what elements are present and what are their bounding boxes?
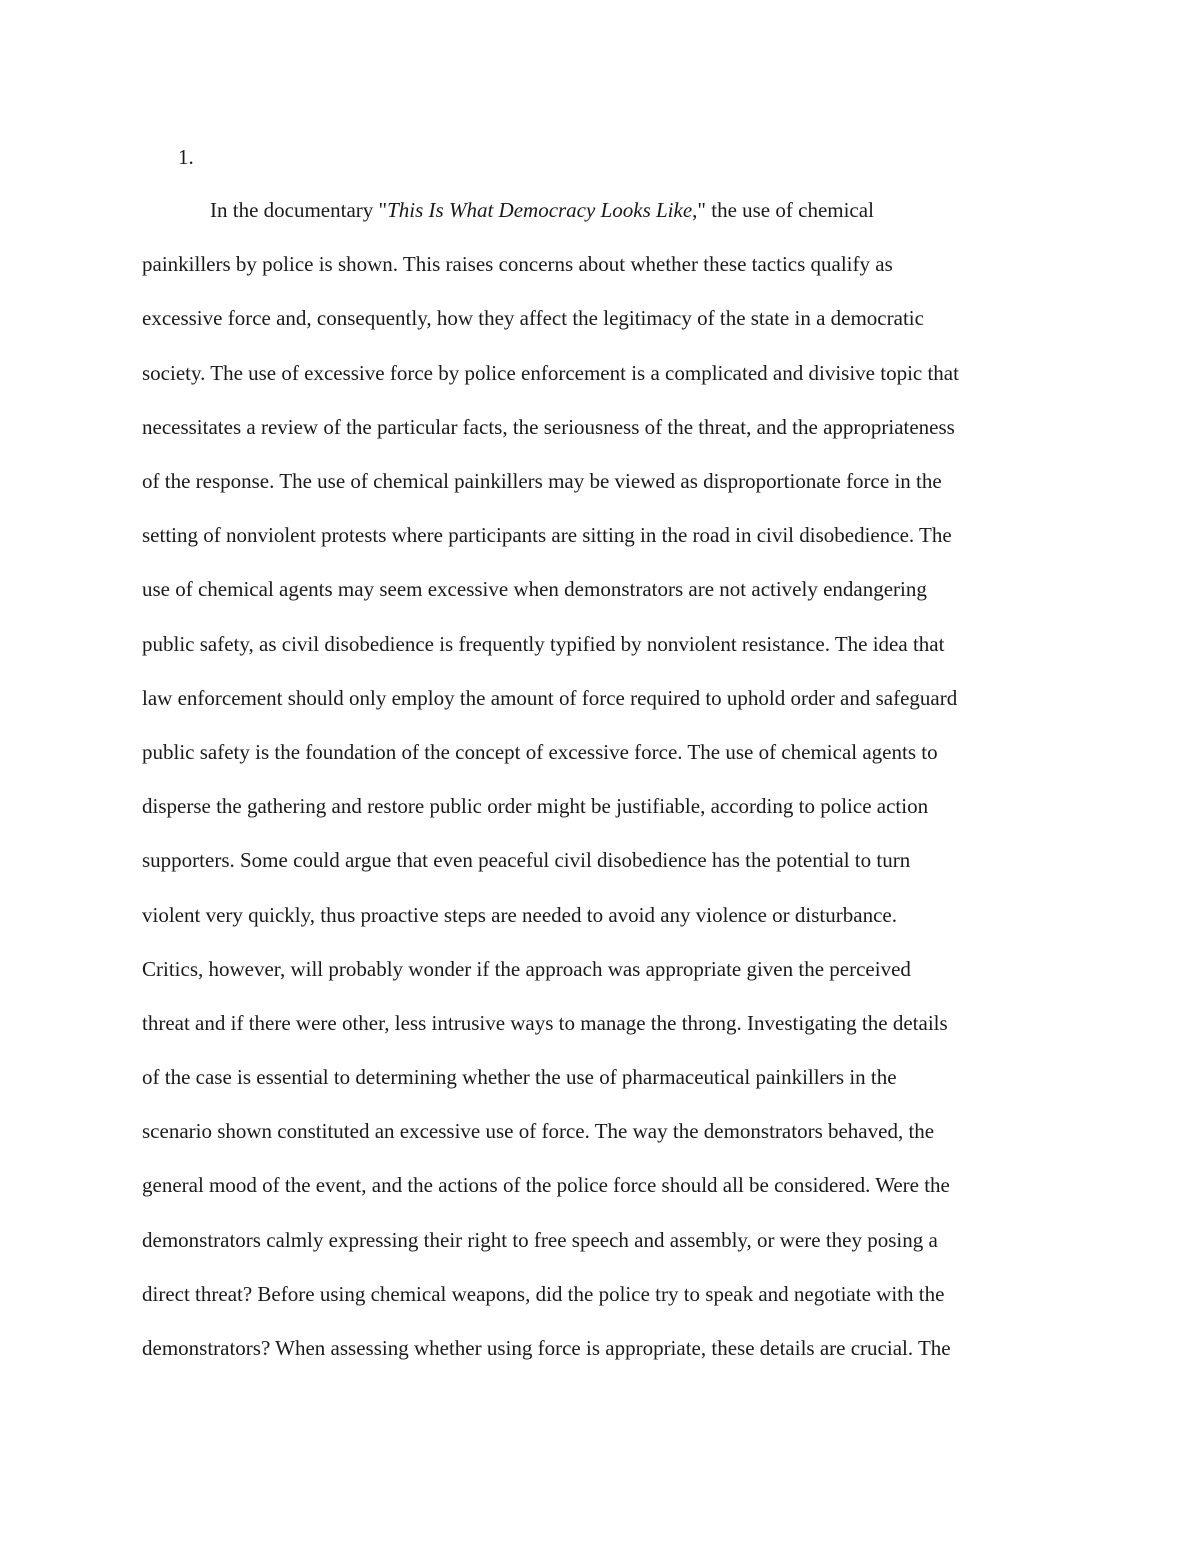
paragraph-line: threat and if there were other, less intrusive ways to manage the throng. Investigating the details (142, 1011, 948, 1035)
paragraph-line: painkillers by police is shown. This raises concerns about whether these tactics qualify as (142, 252, 893, 276)
line-text: ," the use of chemical (692, 198, 874, 222)
paragraph-line: of the response. The use of chemical painkillers may be viewed as disproportionate force in the (142, 469, 942, 493)
paragraph-line: setting of nonviolent protests where participants are sitting in the road in civil disobedience. The (142, 523, 952, 547)
paragraph-line: necessitates a review of the particular facts, the seriousness of the threat, and the appropriateness (142, 415, 955, 439)
paragraph-line: of the case is essential to determining whether the use of pharmaceutical painkillers in the (142, 1065, 897, 1089)
documentary-title: This Is What Democracy Looks Like (387, 198, 693, 222)
paragraph-line: demonstrators? When assessing whether using force is appropriate, these details are crucial. The (142, 1336, 951, 1360)
paragraph-line: general mood of the event, and the actions of the police force should all be considered. Were the (142, 1173, 950, 1197)
paragraph-line: violent very quickly, thus proactive steps are needed to avoid any violence or disturbance. (142, 903, 897, 927)
paragraph-line: demonstrators calmly expressing their right to free speech and assembly, or were they posing a (142, 1228, 938, 1252)
section-number: 1. (178, 145, 194, 169)
paragraph-line: society. The use of excessive force by police enforcement is a complicated and divisive topic that (142, 361, 959, 385)
line-text: In the documentary " (210, 198, 388, 222)
paragraph-line: public safety is the foundation of the concept of excessive force. The use of chemical agents to (142, 740, 938, 764)
paragraph-line: supporters. Some could argue that even peaceful civil disobedience has the potential to turn (142, 848, 911, 872)
paragraph-line: excessive force and, consequently, how they affect the legitimacy of the state in a democratic (142, 306, 924, 330)
paragraph-line: Critics, however, will probably wonder if the approach was appropriate given the perceived (142, 957, 911, 981)
paragraph-line: use of chemical agents may seem excessive when demonstrators are not actively endangering (142, 577, 927, 601)
paragraph-line (210, 198, 874, 222)
paragraph-line: disperse the gathering and restore public order might be justifiable, according to police action (142, 794, 929, 818)
paragraph-line: direct threat? Before using chemical weapons, did the police try to speak and negotiate with the (142, 1282, 945, 1306)
paragraph-line: scenario shown constituted an excessive use of force. The way the demonstrators behaved, the (142, 1119, 935, 1143)
paragraph-line: law enforcement should only employ the amount of force required to uphold order and safeguard (142, 686, 958, 710)
paragraph-line: public safety, as civil disobedience is frequently typified by nonviolent resistance. The idea that (142, 632, 945, 656)
